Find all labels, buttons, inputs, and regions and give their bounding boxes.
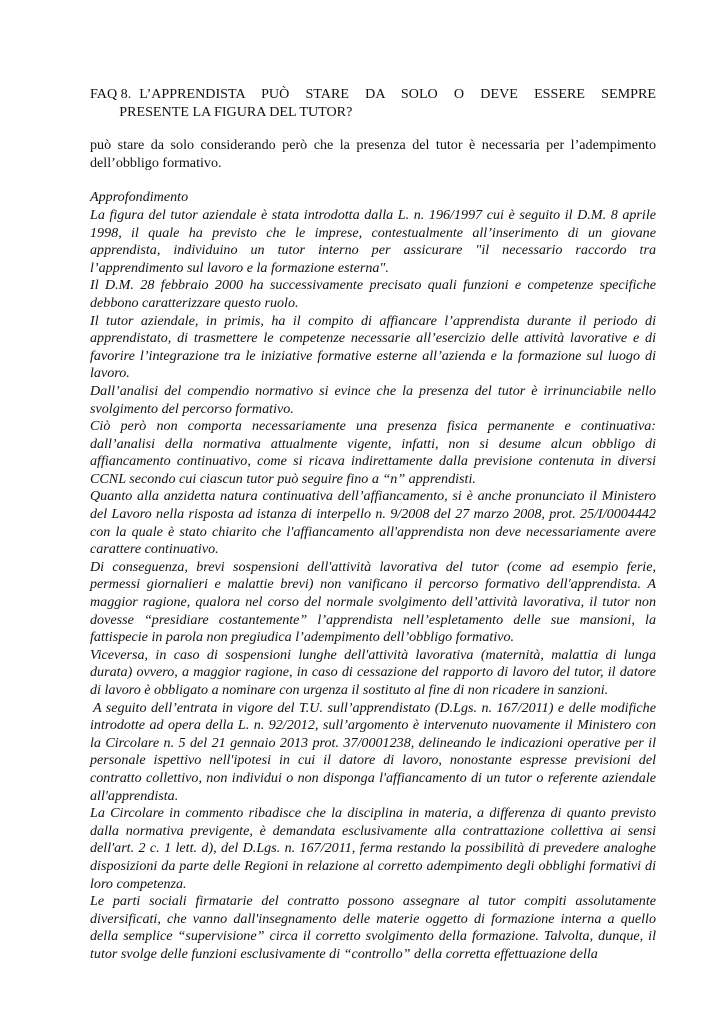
paragraph-tutor-origin: La figura del tutor aziendale è stata introdotta dalla L. n. 196/1997 cui è seguito il D.M. 8 aprile 1998, il quale ha previsto che le imprese, contestualmente all’inserimento di un giovane apprendista, individuino un tutor interno per assicurare "il necessario raccordo tra l’apprendimento sul lavoro e la formazione esterna".	[90, 206, 656, 276]
faq-answer: può stare da solo considerando però che la presenza del tutor è necessaria per l’adempimento dell’obbligo formativo.	[90, 137, 656, 171]
faq-heading	[90, 86, 656, 121]
paragraph-interpello: Quanto alla anzidetta natura continuativa dell’affiancamento, si è anche pronunciato il Ministero del Lavoro nella risposta ad istanza di interpello n. 9/2008 del 27 marzo 2008, prot. 25/I/0004442 con la quale è stato chiarito che l'affiancamento all'apprendista non deve necessariamente avere carattere continuativo.	[90, 488, 656, 558]
section-title: Approfondimento	[90, 189, 189, 206]
paragraph-tu-apprendistato: A seguito dell’entrata in vigore del T.U. sull’apprendistato (D.Lgs. n. 167/2011) e delle modifiche introdotte ad opera della L. n. 92/2012, sull’argomento è intervenuto nuovamente il Ministero con la Circolare n. 5 del 21 gennaio 2013 prot. 37/0001238, delineando le indicazioni operative per il personale ispettivo nell'ipotesi in cui il datore di lavoro, nonostante espresse previsioni del contratto collettivo, non individui o non disponga l'affiancamento di un tutor o referente aziendale all'apprendista.	[90, 699, 656, 804]
faq-question	[119, 86, 656, 121]
faq-number: FAQ 8.	[90, 86, 132, 102]
paragraph-tutor-role: Il tutor aziendale, in primis, ha il compito di affiancare l’apprendista durante il periodo di apprendistato, di trasmettere le competenze necessarie all’esercizio delle attività lavorative e di favorire l’integrazione tra le iniziative formative esterne all’azienda e la formazione sul luogo di lavoro.	[90, 312, 656, 382]
paragraph-no-continuous-presence: Ciò però non comporta necessariamente una presenza fisica permanente e continuativa: dall’analisi della normativa attualmente vigente, infatti, non si desume alcun obbligo di affiancamento continuativo, come si ricava indirettamente dalla previsione contenuta in diversi CCNL secondo cui ciascun tutor può seguire fino a “n” apprendisti.	[90, 418, 656, 487]
paragraph-brief-suspensions: Di conseguenza, brevi sospensioni dell'attività lavorativa del tutor (come ad esempio ferie, permessi giornalieri e malattie brevi) non vanificano il percorso formativo dell'apprendista. A maggior ragione, qualora nel corso del normale svolgimento dell’attività lavorativa, il tutor non dovesse “presidiare costantemente” l’apprendista nell’espletamento delle sue mansioni, la fattispecie in parola non pregiudica l’adempimento dell’obbligo formativo.	[90, 558, 656, 646]
paragraph-parti-sociali: Le parti sociali firmatarie del contratto possono assegnare al tutor compiti assolutamente diversificati, che vanno dall'insegnamento delle materie oggetto di formazione interna a quello della semplice “supervisione” circa il corretto svolgimento della formazione. Talvolta, dunque, il tutor svolge delle funzioni esclusivamente di “controllo” della corretta effettuazione della	[90, 893, 656, 962]
paragraph-tutor-required: Dall’analisi del compendio normativo si evince che la presenza del tutor è irrinunciabile nello svolgimento del percorso formativo.	[90, 382, 656, 417]
paragraph-long-suspensions: Viceversa, in caso di sospensioni lunghe dell'attività lavorativa (maternità, malattia di lunga durata) ovvero, a maggior ragione, in caso di cessazione del rapporto di lavoro del tutor, il datore di lavoro è obbligato a nominare con urgenza il sostituto al fine di non ricadere in sanzioni.	[90, 646, 656, 698]
page-content	[90, 86, 656, 964]
faq-question-line-2: PRESENTE LA FIGURA DEL TUTOR?	[119, 103, 353, 120]
paragraph-dm-2000: Il D.M. 28 febbraio 2000 ha successivamente precisato quali funzioni e competenze specifiche debbono caratterizzare questo ruolo.	[90, 277, 656, 311]
faq-question-line-1: L’APPRENDISTA PUÒ STARE DA SOLO O DEVE ESSERE SEMPRE	[139, 86, 656, 102]
paragraph-circolare: La Circolare in commento ribadisce che la disciplina in materia, a differenza di quanto previsto dalla normativa previgente, è demandata esclusivamente alla contrattazione collettiva ai sensi dell'art. 2 c. 1 lett. d), del D.Lgs. n. 167/2011, ferma restando la possibilità di prevedere analoghe disposizioni da parte delle Regioni in relazione al corretto adempimento degli obblighi formativi di loro competenza.	[90, 805, 656, 892]
